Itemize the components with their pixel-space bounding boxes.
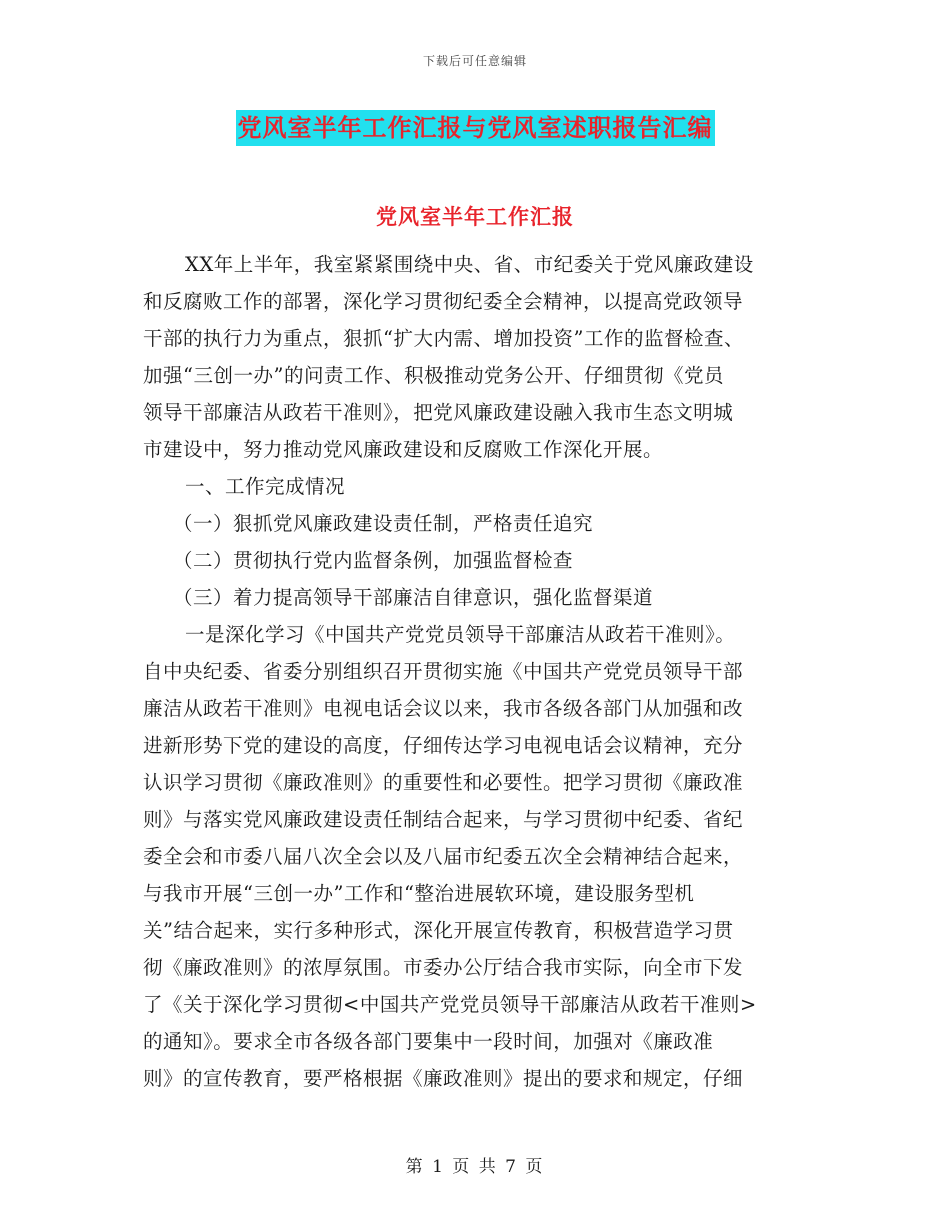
paragraph-line: 则》的宣传教育，要严格根据《廉政准则》提出的要求和规定，仔细 [143, 1067, 744, 1090]
paragraph-line: 关”结合起来，实行多种形式，深化开展宣传教育，积极营造学习贯 [143, 919, 734, 942]
subheading-line: （一）狠抓党风廉政建设责任制，严格责任追究 [173, 512, 594, 535]
document-title [0, 110, 950, 146]
document-body [143, 246, 815, 1097]
heading-line: 一、工作完成情况 [185, 475, 346, 498]
paragraph-line: XX年上半年，我室紧紧围绕中央、省、市纪委关于党风廉政建设 [185, 253, 754, 276]
paragraph-line: 自中央纪委、省委分别组织召开贯彻实施《中国共产党党员领导干部 [143, 660, 744, 683]
paragraph-line: 加强“三创一办”的问责工作、积极推动党务公开、仔细贯彻《党员 [143, 364, 724, 387]
paragraph-line: 的通知》。要求全市各级各部门要集中一段时间，加强对《廉政准 [143, 1030, 714, 1053]
paragraph-line: 进新形势下党的建设的高度，仔细传达学习电视电话会议精神，充分 [143, 734, 744, 757]
paragraph-line: 与我市开展“三创一办”工作和“整治进展软环境，建设服务型机 [143, 882, 695, 905]
paragraph-line: 廉洁从政若干准则》电视电话会议以来，我市各级各部门从加强和改 [143, 697, 744, 720]
page-number: 第 1 页 共 7 页 [405, 1157, 545, 1177]
section-title: 党风室半年工作汇报 [376, 205, 574, 229]
paragraph-line: 和反腐败工作的部署，深化学习贯彻纪委全会精神，以提高党政领导 [143, 290, 744, 313]
subheading-line: （三）着力提高领导干部廉洁自律意识，强化监督渠道 [173, 586, 654, 609]
page-header-note: 下载后可任意编辑 [422, 54, 527, 68]
paragraph-line: 认识学习贯彻《廉政准则》的重要性和必要性。把学习贯彻《廉政准 [143, 771, 744, 794]
paragraph-line: 则》与落实党风廉政建设责任制结合起来，与学习贯彻中纪委、省纪 [143, 808, 744, 831]
paragraph-line: 市建设中，努力推动党风廉政建设和反腐败工作深化开展。 [143, 438, 664, 461]
paragraph-line: 委全会和市委八届八次全会以及八届市纪委五次全会精神结合起来， [143, 845, 744, 868]
subheading-line: （二）贯彻执行党内监督条例，加强监督检查 [173, 549, 574, 572]
paragraph-line: 了《关于深化学习贯彻<中国共产党党员领导干部廉洁从政若干准则> [143, 993, 757, 1016]
paragraph-line: 领导干部廉洁从政若干准则》，把党风廉政建设融入我市生态文明城 [143, 401, 734, 424]
paragraph-line: 彻《廉政准则》的浓厚氛围。市委办公厅结合我市实际，向全市下发 [143, 956, 744, 979]
paragraph-line: 一是深化学习《中国共产党党员领导干部廉洁从政若干准则》。 [185, 623, 736, 646]
document-title-text: 党风室半年工作汇报与党风室述职报告汇编 [236, 110, 715, 146]
paragraph-line: 干部的执行力为重点，狠抓“扩大内需、增加投资”工作的监督检查、 [143, 327, 744, 350]
